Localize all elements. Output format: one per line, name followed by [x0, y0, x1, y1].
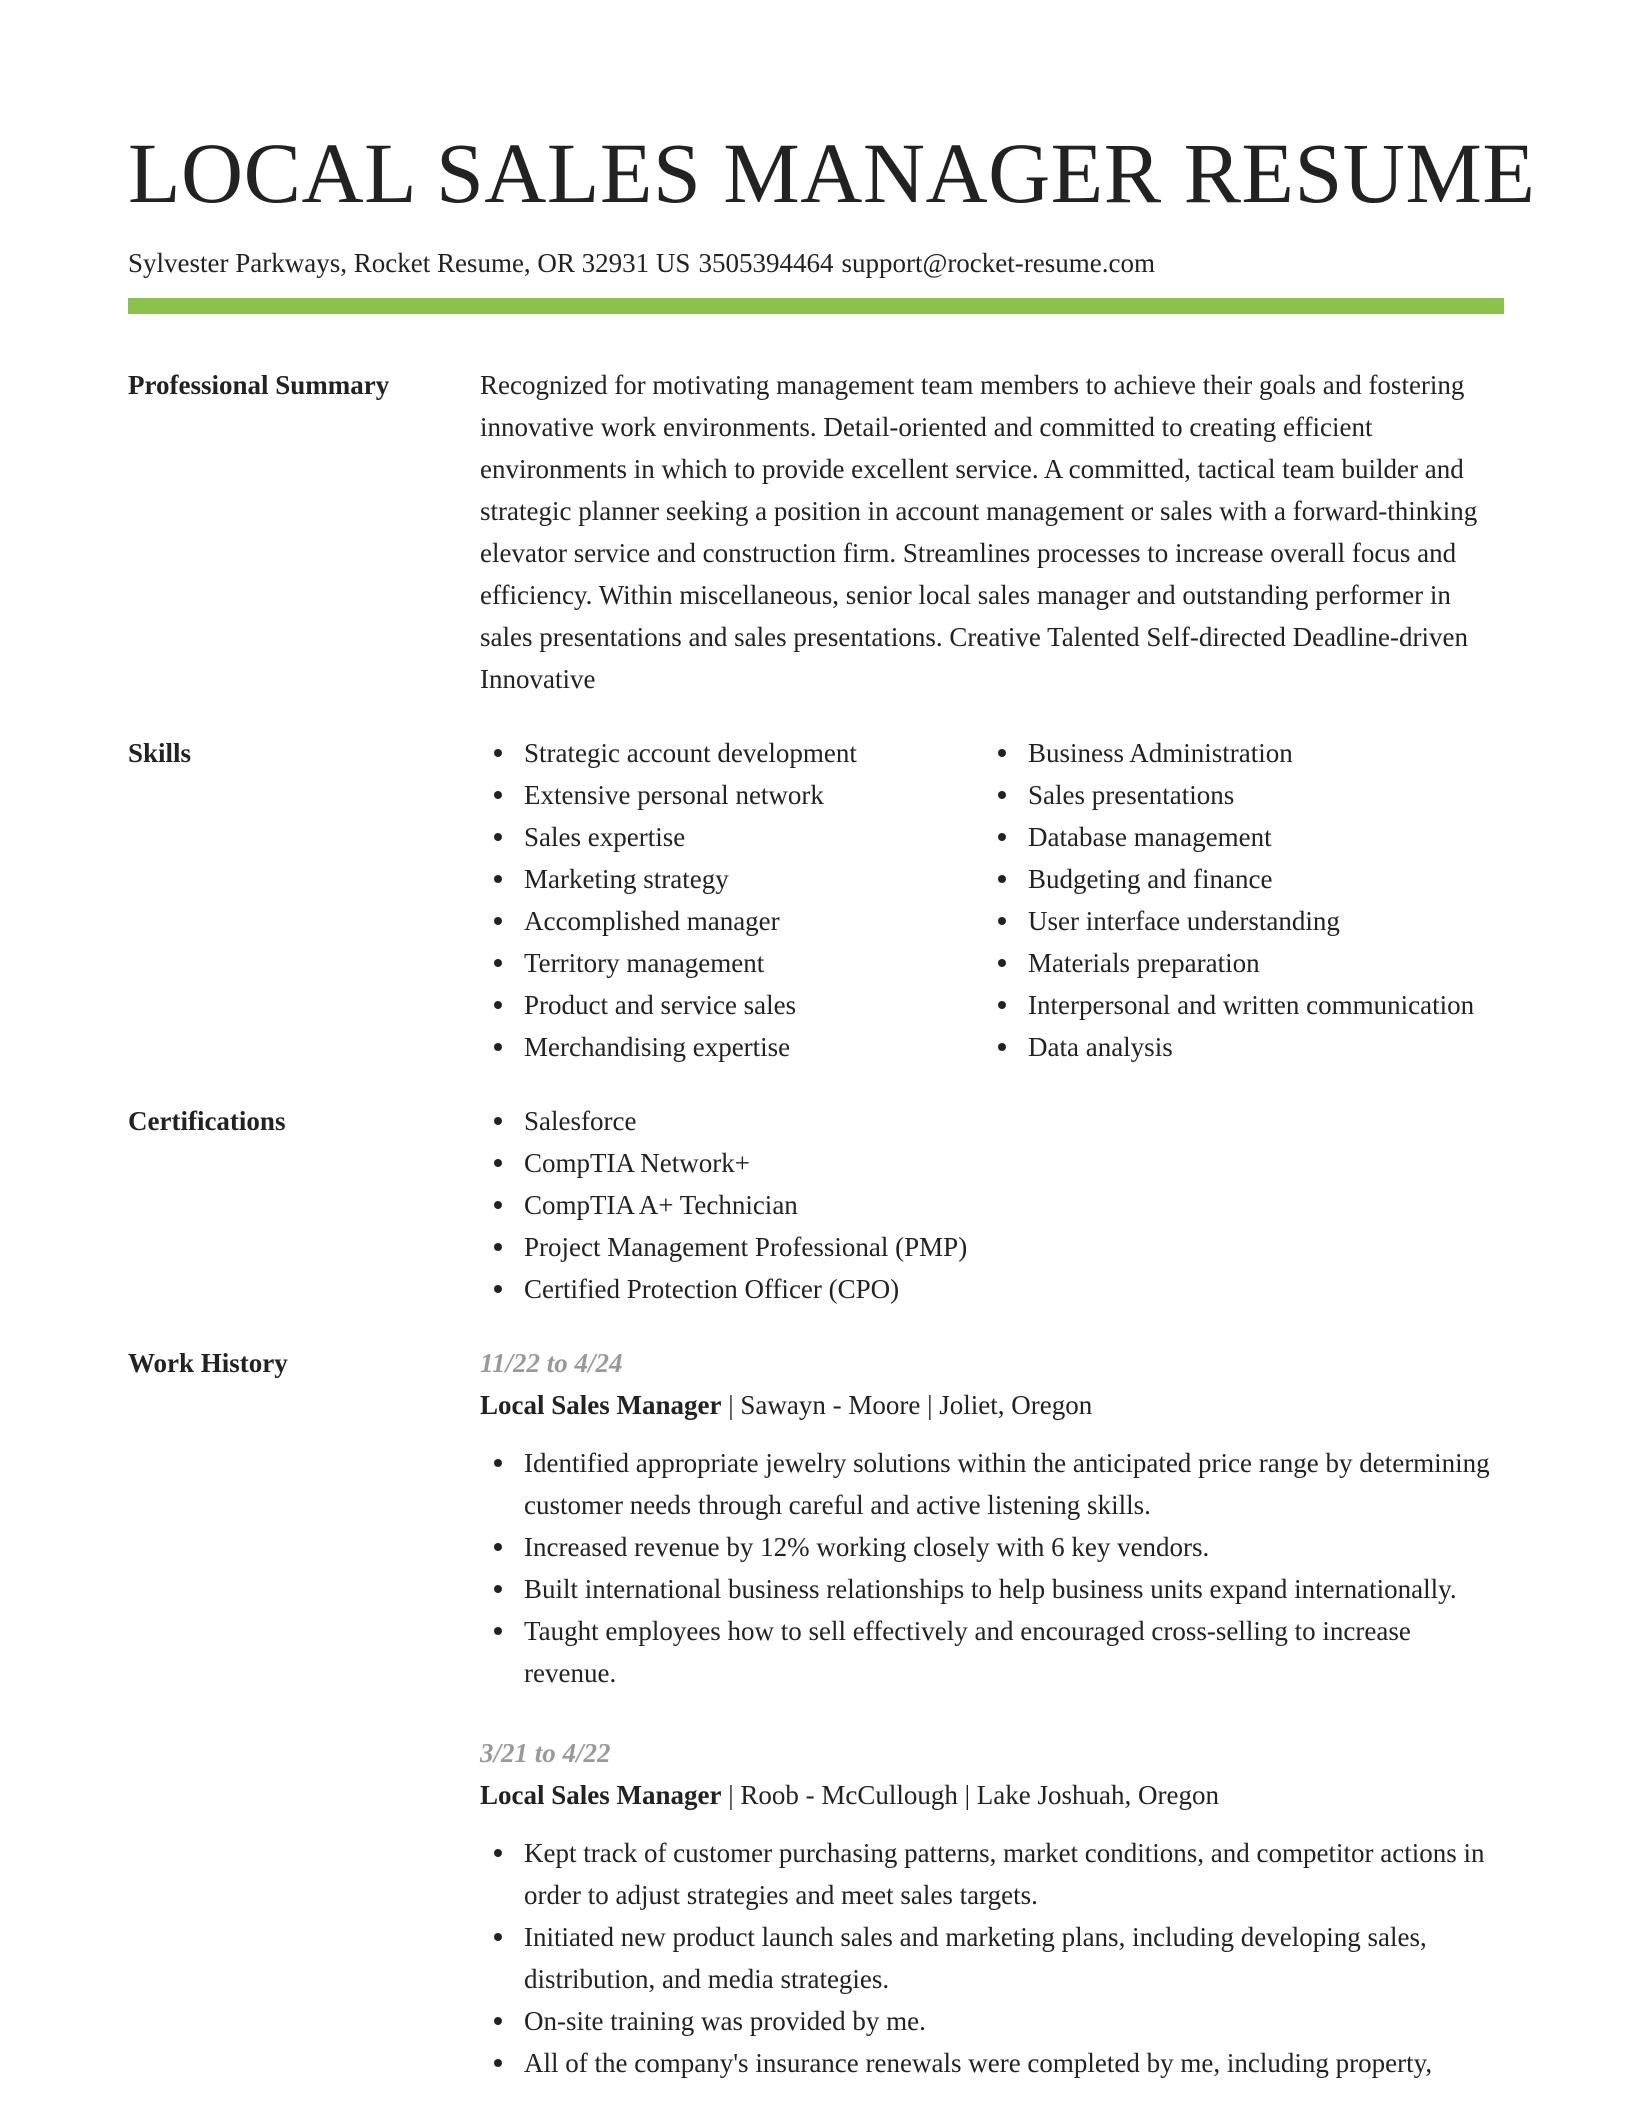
- summary-section: [128, 364, 1504, 700]
- skills-heading: Skills: [128, 738, 192, 768]
- skill-item: Territory management: [480, 942, 984, 984]
- skill-item: Materials preparation: [984, 942, 1504, 984]
- job-bullet: Kept track of customer purchasing patterns, market conditions, and competitor actions in order to adjust strategies and meet sales targets.: [480, 1832, 1504, 1916]
- skill-item: Data analysis: [984, 1026, 1504, 1068]
- job-bullet: Initiated new product launch sales and marketing plans, including developing sales, distribution, and media strategies.: [480, 1916, 1504, 2000]
- contact-address: Sylvester Parkways, Rocket Resume, OR 32931 US: [128, 248, 691, 278]
- certification-item: Project Management Professional (PMP): [480, 1226, 1504, 1268]
- certification-item: CompTIA Network+: [480, 1142, 1504, 1184]
- job-details: | Sawayn - Moore | Joliet, Oregon: [721, 1390, 1093, 1420]
- skill-item: Interpersonal and written communication: [984, 984, 1504, 1026]
- certification-item: Salesforce: [480, 1100, 1504, 1142]
- job-dates: 11/22 to 4/24: [480, 1348, 623, 1378]
- summary-text: Recognized for motivating management team members to achieve their goals and fostering innovative work environments. Detail-oriented and committed to creating efficient environments in which to provide excellent service. A committed, tactical team builder and strategic planner seeking a position in account management or sales with a forward-thinking elevator service and construction firm. Streamlines processes to increase overall focus and efficiency. Within miscellaneous, senior local sales manager and outstanding performer in sales presentations and sales presentations. Creative Talented Self-directed Deadline-driven Innovative: [480, 370, 1478, 694]
- certifications-section: [128, 1100, 1504, 1310]
- skill-item: Database management: [984, 816, 1504, 858]
- certifications-list: [480, 1100, 1504, 1310]
- job-bullet: All of the company's insurance renewals were completed by me, including property,: [480, 2042, 1504, 2084]
- skill-item: Extensive personal network: [480, 774, 984, 816]
- skills-list-left: [480, 732, 984, 1068]
- job-title-line: [480, 1774, 1504, 1816]
- accent-divider: [128, 298, 1504, 314]
- job-bullets: [480, 1442, 1504, 1694]
- skills-section: [128, 732, 1504, 1068]
- skill-item: Merchandising expertise: [480, 1026, 984, 1068]
- skill-item: Product and service sales: [480, 984, 984, 1026]
- contact-line: [128, 246, 1504, 280]
- certification-item: CompTIA A+ Technician: [480, 1184, 1504, 1226]
- job-bullet: Taught employees how to sell effectively and encouraged cross-selling to increase revenue.: [480, 1610, 1504, 1694]
- work-history-heading: Work History: [128, 1348, 288, 1378]
- resume-page: [128, 0, 1536, 2084]
- skills-list-right: [984, 732, 1504, 1068]
- certification-item: Certified Protection Officer (CPO): [480, 1268, 1504, 1310]
- skill-item: Business Administration: [984, 732, 1504, 774]
- job-entry: [480, 1732, 1504, 2084]
- skill-item: Budgeting and finance: [984, 858, 1504, 900]
- contact-email: support@rocket-resume.com: [841, 248, 1155, 278]
- contact-phone: 3505394464: [698, 248, 834, 278]
- skill-item: Strategic account development: [480, 732, 984, 774]
- job-entry: [480, 1342, 1504, 1694]
- skill-item: Marketing strategy: [480, 858, 984, 900]
- resume-title: LOCAL SALES MANAGER RESUME: [128, 125, 1536, 221]
- job-bullet: Increased revenue by 12% working closely with 6 key vendors.: [480, 1526, 1504, 1568]
- job-bullet: Built international business relationships to help business units expand internationally.: [480, 1568, 1504, 1610]
- job-title-line: [480, 1384, 1504, 1426]
- job-title: Local Sales Manager: [480, 1390, 722, 1420]
- work-history-section: [128, 1342, 1504, 2084]
- summary-heading: Professional Summary: [128, 370, 390, 400]
- skill-item: Accomplished manager: [480, 900, 984, 942]
- skill-item: Sales expertise: [480, 816, 984, 858]
- job-bullet: On-site training was provided by me.: [480, 2000, 1504, 2042]
- skill-item: Sales presentations: [984, 774, 1504, 816]
- job-bullets: [480, 1832, 1504, 2084]
- skill-item: User interface understanding: [984, 900, 1504, 942]
- job-dates: 3/21 to 4/22: [480, 1738, 611, 1768]
- job-details: | Roob - McCullough | Lake Joshuah, Oregon: [721, 1780, 1219, 1810]
- certifications-heading: Certifications: [128, 1106, 286, 1136]
- job-bullet: Identified appropriate jewelry solutions within the anticipated price range by determining customer needs through careful and active listening skills.: [480, 1442, 1504, 1526]
- job-title: Local Sales Manager: [480, 1780, 722, 1810]
